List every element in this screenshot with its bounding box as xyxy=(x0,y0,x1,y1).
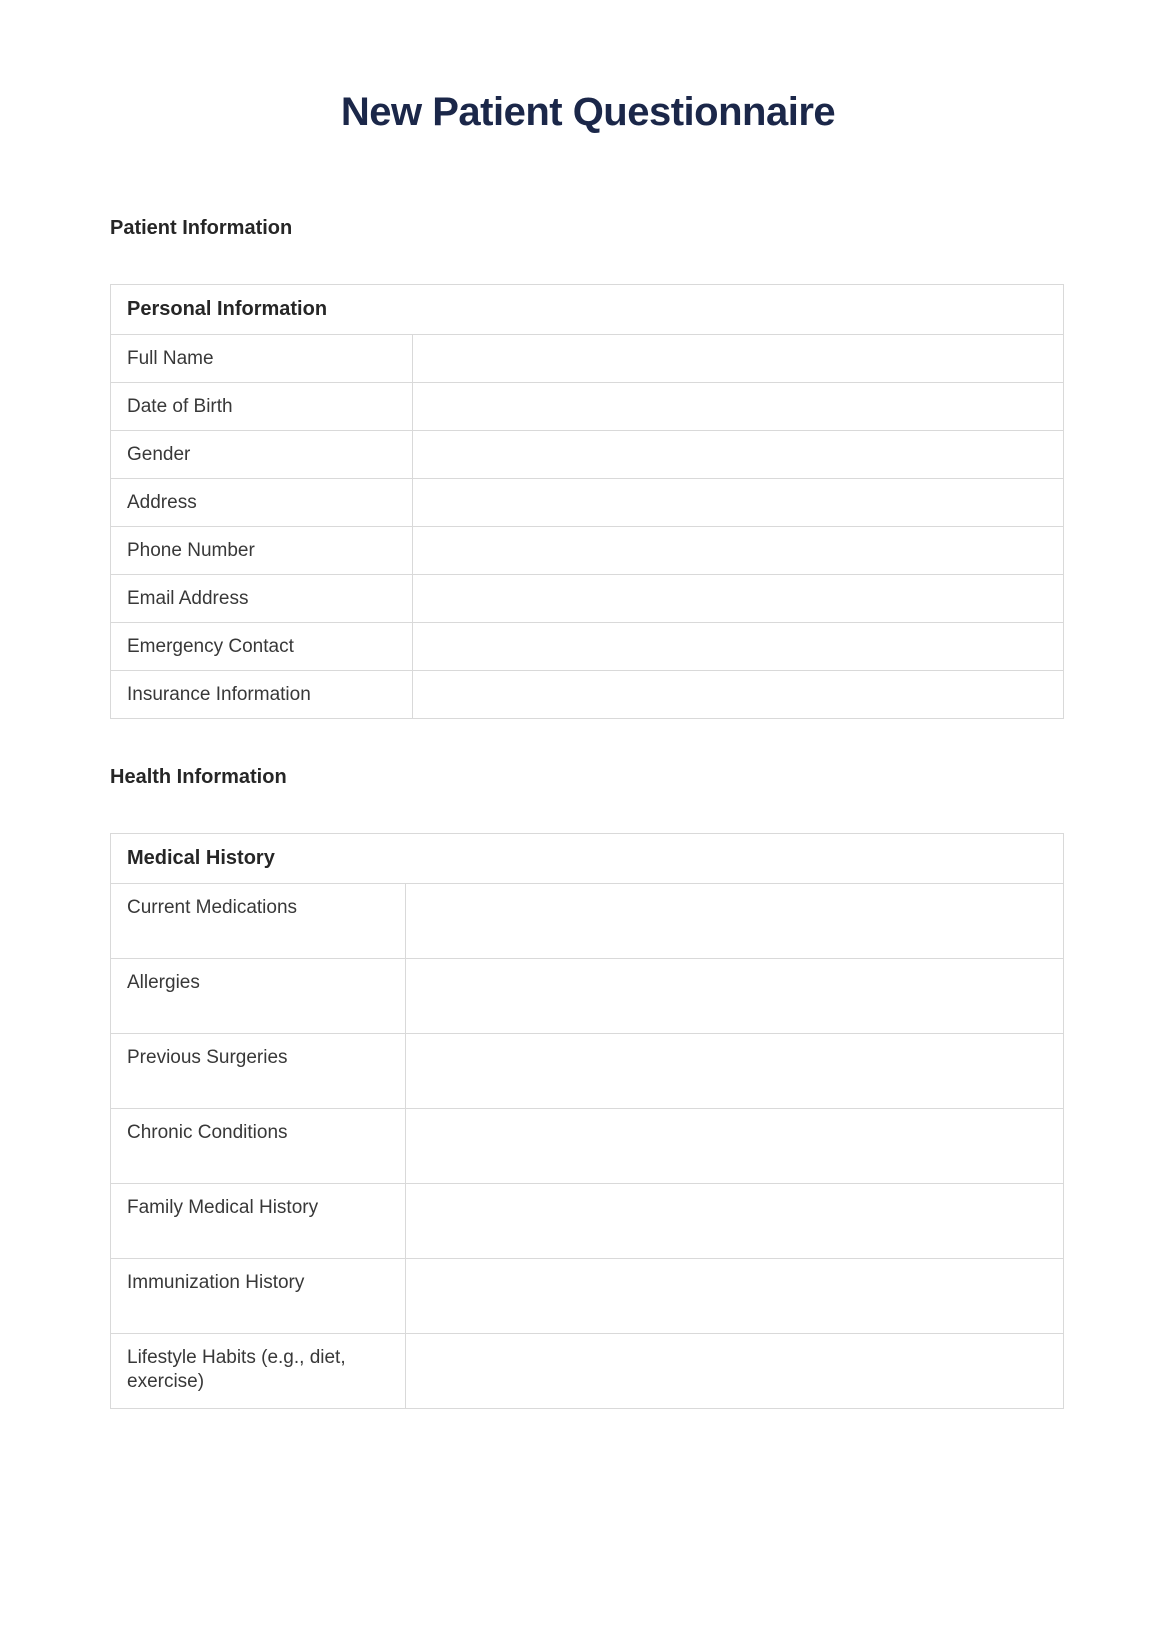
field-value-date-of-birth[interactable] xyxy=(413,383,1064,431)
table-row xyxy=(111,1334,1064,1409)
table-row xyxy=(111,623,1064,671)
table-header-row xyxy=(111,834,1064,884)
table-row xyxy=(111,959,1064,1034)
field-value-insurance-information[interactable] xyxy=(413,671,1064,719)
field-label-family-medical-history: Family Medical History xyxy=(111,1184,406,1259)
section-heading-health-information: Health Information xyxy=(110,766,287,788)
table-row xyxy=(111,1259,1064,1334)
section-heading-patient-information: Patient Information xyxy=(110,217,293,239)
field-value-family-medical-history[interactable] xyxy=(406,1184,1064,1259)
field-label-chronic-conditions: Chronic Conditions xyxy=(111,1109,406,1184)
field-value-phone-number[interactable] xyxy=(413,527,1064,575)
field-value-emergency-contact[interactable] xyxy=(413,623,1064,671)
page-title: New Patient Questionnaire xyxy=(340,90,836,134)
field-value-chronic-conditions[interactable] xyxy=(406,1109,1064,1184)
field-label-previous-surgeries: Previous Surgeries xyxy=(111,1034,406,1109)
field-label-full-name: Full Name xyxy=(111,335,413,383)
table-row xyxy=(111,1184,1064,1259)
field-value-gender[interactable] xyxy=(413,431,1064,479)
field-label-emergency-contact: Emergency Contact xyxy=(111,623,413,671)
table-header-row xyxy=(111,285,1064,335)
field-label-allergies: Allergies xyxy=(111,959,406,1034)
medical-history-table-header: Medical History xyxy=(111,834,1064,884)
medical-history-table xyxy=(110,833,1064,1409)
field-label-date-of-birth: Date of Birth xyxy=(111,383,413,431)
table-row xyxy=(111,335,1064,383)
personal-information-table-header: Personal Information xyxy=(111,285,1064,335)
field-label-address: Address xyxy=(111,479,413,527)
document-content xyxy=(0,216,1176,1409)
field-value-allergies[interactable] xyxy=(406,959,1064,1034)
field-label-lifestyle-habits: Lifestyle Habits (e.g., diet, exercise) xyxy=(111,1334,406,1409)
field-label-immunization-history: Immunization History xyxy=(111,1259,406,1334)
field-label-phone-number: Phone Number xyxy=(111,527,413,575)
table-row xyxy=(111,575,1064,623)
table-row xyxy=(111,671,1064,719)
personal-information-table xyxy=(110,284,1064,719)
table-row xyxy=(111,527,1064,575)
field-value-address[interactable] xyxy=(413,479,1064,527)
table-row xyxy=(111,1034,1064,1109)
field-value-email-address[interactable] xyxy=(413,575,1064,623)
field-label-gender: Gender xyxy=(111,431,413,479)
table-row xyxy=(111,479,1064,527)
field-label-insurance-information: Insurance Information xyxy=(111,671,413,719)
field-value-full-name[interactable] xyxy=(413,335,1064,383)
table-row xyxy=(111,431,1064,479)
field-value-previous-surgeries[interactable] xyxy=(406,1034,1064,1109)
field-label-email-address: Email Address xyxy=(111,575,413,623)
field-label-current-medications: Current Medications xyxy=(111,884,406,959)
table-row xyxy=(111,1109,1064,1184)
field-value-immunization-history[interactable] xyxy=(406,1259,1064,1334)
field-value-lifestyle-habits[interactable] xyxy=(406,1334,1064,1409)
table-row xyxy=(111,884,1064,959)
table-row xyxy=(111,383,1064,431)
field-value-current-medications[interactable] xyxy=(406,884,1064,959)
